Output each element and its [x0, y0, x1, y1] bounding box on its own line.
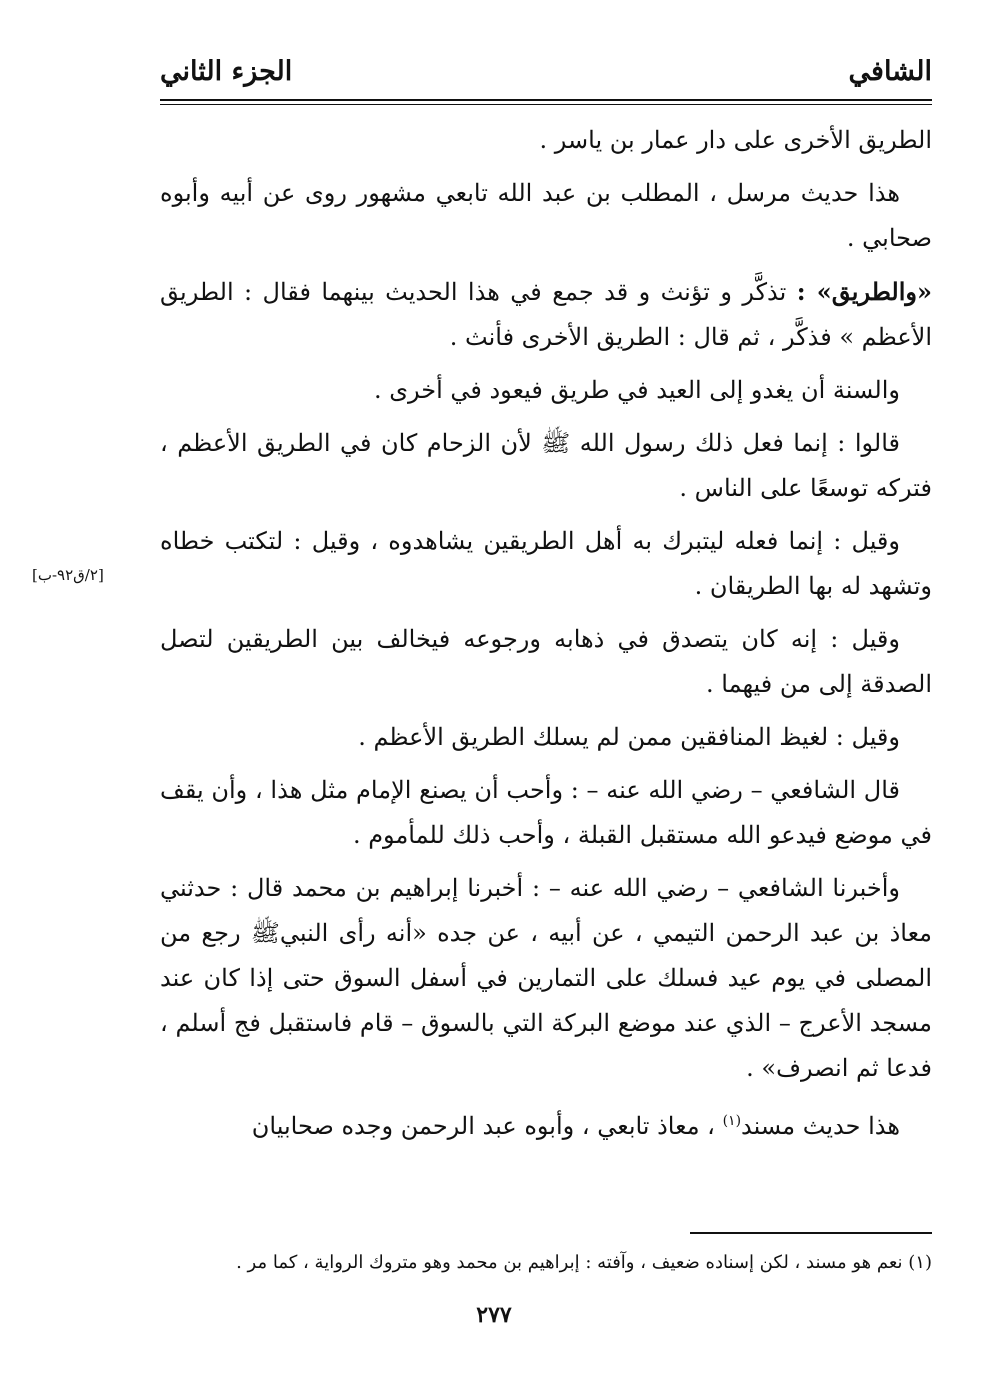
- paragraph-11: [160, 1099, 932, 1149]
- paragraph-9: قال الشافعي – رضي الله عنه – : وأحب أن يصنع الإمام مثل هذا ، وأن يقف في موضع فيدعو الله مستقبل القبلة ، وأحب ذلك للمأموم .: [160, 776, 932, 849]
- header-rule: [160, 99, 932, 101]
- paragraph-1: الطريق الأخرى على دار عمار بن ياسر .: [539, 126, 932, 154]
- part-title: الجزء الثاني: [160, 56, 293, 87]
- footnote: (١) نعم هو مسند ، لكن إسناده ضعيف ، وآفته : إبراهيم بن محمد وهو متروك الرواية ، كما مر .: [236, 1252, 932, 1273]
- header-rule-thin: [160, 104, 932, 105]
- paragraph-11-lead: هذا حديث مسند: [741, 1112, 900, 1140]
- page-header: [160, 52, 932, 102]
- paragraph-10: وأخبرنا الشافعي – رضي الله عنه – : أخبرنا إبراهيم بن محمد قال : حدثني معاذ بن عبد الرحمن التيمي ، عن أبيه ، عن جده «أنه رأى النبيﷺ رجع من المصلى في يوم عيد فسلك على التمارين في أسفل السوق حتى إذا كان عند مسجد الأعرج – الذي عند موضع البركة التي بالسوق – قام فاستقبل فج أسلم ، فدعا ثم انصرف» .: [160, 874, 932, 1082]
- keyword-term: «والطريق» :: [796, 277, 932, 306]
- paragraph-2: هذا حديث مرسل ، المطلب بن عبد الله تابعي مشهور روى عن أبيه وأبوه صحابي .: [160, 179, 932, 252]
- footnote-ref: (١): [722, 1113, 742, 1129]
- paragraph-8: وقيل : لغيظ المنافقين ممن لم يسلك الطريق الأعظم .: [358, 723, 900, 751]
- book-title: الشافي: [848, 56, 932, 87]
- paragraph-7: وقيل : إنه كان يتصدق في ذهابه ورجوعه فيخالف بين الطريقين لتصل الصدقة إلى من فيهما .: [160, 625, 932, 698]
- body-text: [160, 118, 932, 1157]
- paragraph-6: وقيل : إنما فعله ليتبرك به أهل الطريقين يشاهدوه ، وقيل : لتكتب خطاه وتشهد له بها الطريقان .: [160, 527, 932, 600]
- page-number: ٢٧٧: [476, 1302, 512, 1328]
- paragraph-5: قالوا : إنما فعل ذلك رسول الله ﷺ لأن الزحام كان في الطريق الأعظم ، فتركه توسعًا على الناس .: [160, 429, 932, 502]
- paragraph-3: [160, 269, 932, 360]
- margin-manuscript-ref: [٢/ق٩٢-ب]: [32, 566, 104, 584]
- paragraph-4: والسنة أن يغدو إلى العيد في طريق فيعود في أخرى .: [373, 376, 900, 404]
- footnote-rule: [690, 1232, 932, 1234]
- paragraph-3-text: تذكَّر و تؤنث و قد جمع في هذا الحديث بينهما فقال : الطريق الأعظم » فذكَّر ، ثم قال : الطريق الأخرى فأنث .: [160, 278, 932, 351]
- paragraph-11-text: ، معاذ تابعي ، وأبوه عبد الرحمن وجده صحابيان: [251, 1112, 715, 1140]
